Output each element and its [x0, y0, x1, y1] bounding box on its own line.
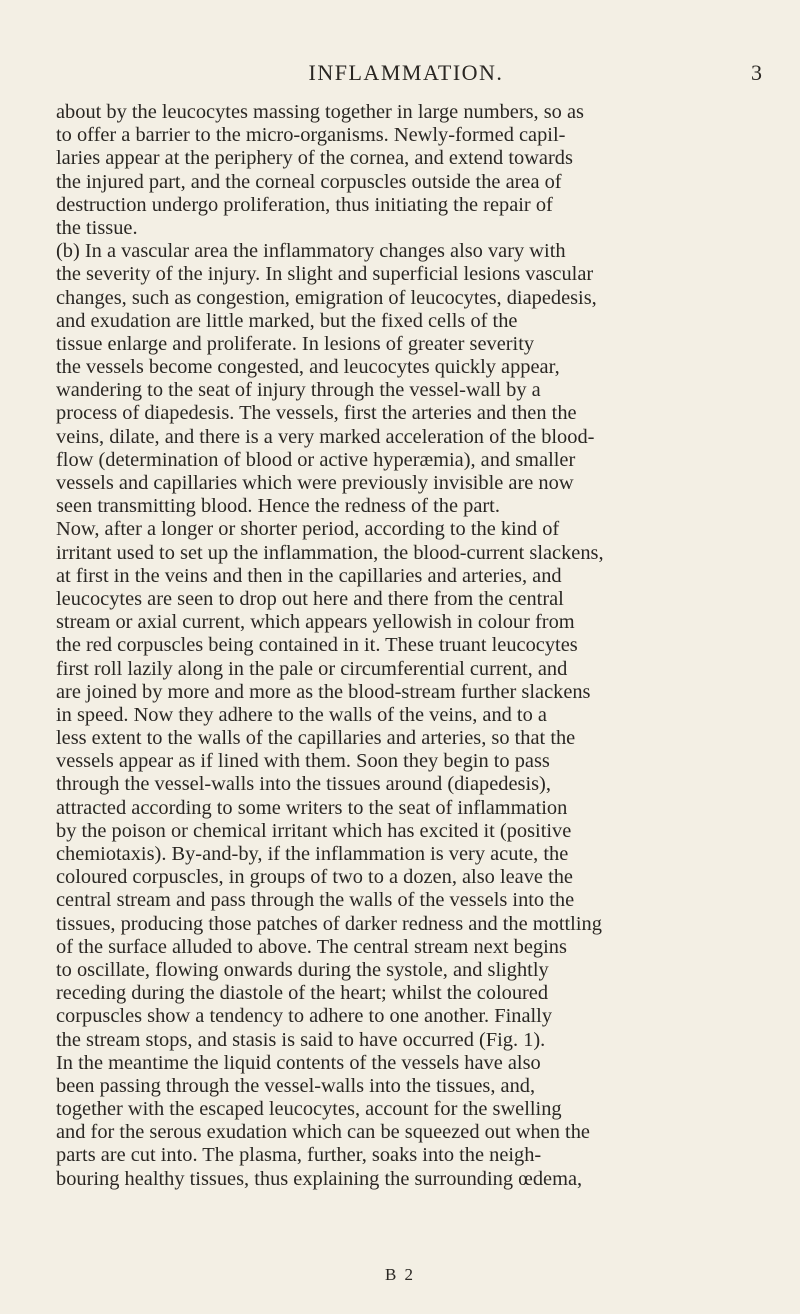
text-line: attracted according to some writers to the seat of inflammation: [56, 796, 568, 819]
text-line: leucocytes are seen to drop out here and there from the central: [56, 587, 564, 610]
page-number: 3: [751, 60, 762, 85]
text-line: through the vessel-walls into the tissues around (diapedesis),: [56, 773, 551, 796]
text-line: bouring healthy tissues, thus explaining the surrounding œdema,: [56, 1167, 583, 1190]
text-line: Now, after a longer or shorter period, according to the kind of: [56, 518, 560, 541]
text-line: the injured part, and the corneal corpuscles outside the area of: [56, 170, 562, 193]
text-line: and exudation are little marked, but the fixed cells of the: [56, 309, 518, 332]
text-line: the tissue.: [56, 216, 138, 239]
text-line: stream or axial current, which appears yellowish in colour from: [56, 611, 575, 634]
text-line: tissue enlarge and proliferate. In lesions of greater severity: [56, 332, 535, 355]
running-title: INFLAMMATION.: [308, 60, 504, 85]
text-line: seen transmitting blood. Hence the redness of the part.: [56, 495, 500, 518]
text-line: laries appear at the periphery of the cornea, and extend towards: [56, 147, 573, 170]
body-text: [56, 101, 758, 1191]
text-line: are joined by more and more as the blood-stream further slackens: [56, 680, 591, 703]
text-line: in speed. Now they adhere to the walls of the veins, and to a: [56, 703, 547, 726]
text-line: destruction undergo proliferation, thus initiating the repair of: [56, 193, 553, 216]
text-line: corpuscles show a tendency to adhere to one another. Finally: [56, 1005, 553, 1028]
text-line: been passing through the vessel-walls into the tissues, and,: [56, 1074, 536, 1097]
text-line: of the surface alluded to above. The central stream next begins: [56, 935, 567, 958]
text-line: vessels and capillaries which were previously invisible are now: [56, 472, 574, 494]
text-line: changes, such as congestion, emigration of leucocytes, diapedesis,: [56, 286, 597, 309]
text-line: flow (determination of blood or active hyperæmia), and smaller: [56, 448, 576, 471]
text-line: together with the escaped leucocytes, account for the swelling: [56, 1098, 562, 1121]
text-line: first roll lazily along in the pale or circumferential current, and: [56, 657, 568, 680]
text-line: veins, dilate, and there is a very marked acceleration of the blood-: [56, 425, 595, 448]
text-line: tissues, producing those patches of darker redness and the mottling: [56, 912, 602, 935]
text-line: and for the serous exudation which can be squeezed out when the: [56, 1121, 590, 1144]
signature-mark: B 2: [384, 1265, 416, 1284]
text-line: the stream stops, and stasis is said to have occurred (Fig. 1).: [56, 1028, 546, 1051]
text-line: process of diapedesis. The vessels, first the arteries and then the: [56, 402, 577, 425]
text-line: (b) In a vascular area the inflammatory changes also vary with: [56, 240, 566, 263]
text-line: by the poison or chemical irritant which has excited it (positive: [56, 819, 572, 842]
text-line: parts are cut into. The plasma, further, soaks into the neigh-: [56, 1144, 542, 1167]
page-header: [50, 60, 762, 90]
text-line: In the meantime the liquid contents of the vessels have also: [56, 1051, 541, 1074]
text-line: central stream and pass through the walls of the vessels into the: [56, 889, 575, 912]
text-line: wandering to the seat of injury through the vessel-wall by a: [56, 379, 541, 402]
text-line: about by the leucocytes massing together in large numbers, so as: [56, 101, 584, 123]
text-line: vessels appear as if lined with them. Soon they begin to pass: [56, 750, 550, 773]
text-line: coloured corpuscles, in groups of two to a dozen, also leave the: [56, 866, 573, 889]
text-line: irritant used to set up the inflammation, the blood-current slackens,: [56, 541, 604, 564]
text-line: to oscillate, flowing onwards during the systole, and slightly: [56, 958, 549, 981]
text-line: the red corpuscles being contained in it. These truant leucocytes: [56, 634, 578, 657]
text-line: at first in the veins and then in the capillaries and arteries, and: [56, 564, 562, 587]
text-line: the vessels become congested, and leucocytes quickly appear,: [56, 356, 560, 379]
text-line: to offer a barrier to the micro-organisms. Newly-formed capil-: [56, 124, 566, 147]
text-line: the severity of the injury. In slight and superficial lesions vascular: [56, 263, 594, 286]
text-line: chemiotaxis). By-and-by, if the inflammation is very acute, the: [56, 843, 569, 865]
text-line: receding during the diastole of the heart; whilst the coloured: [56, 982, 549, 1005]
text-line: less extent to the walls of the capillaries and arteries, so that the: [56, 727, 576, 750]
